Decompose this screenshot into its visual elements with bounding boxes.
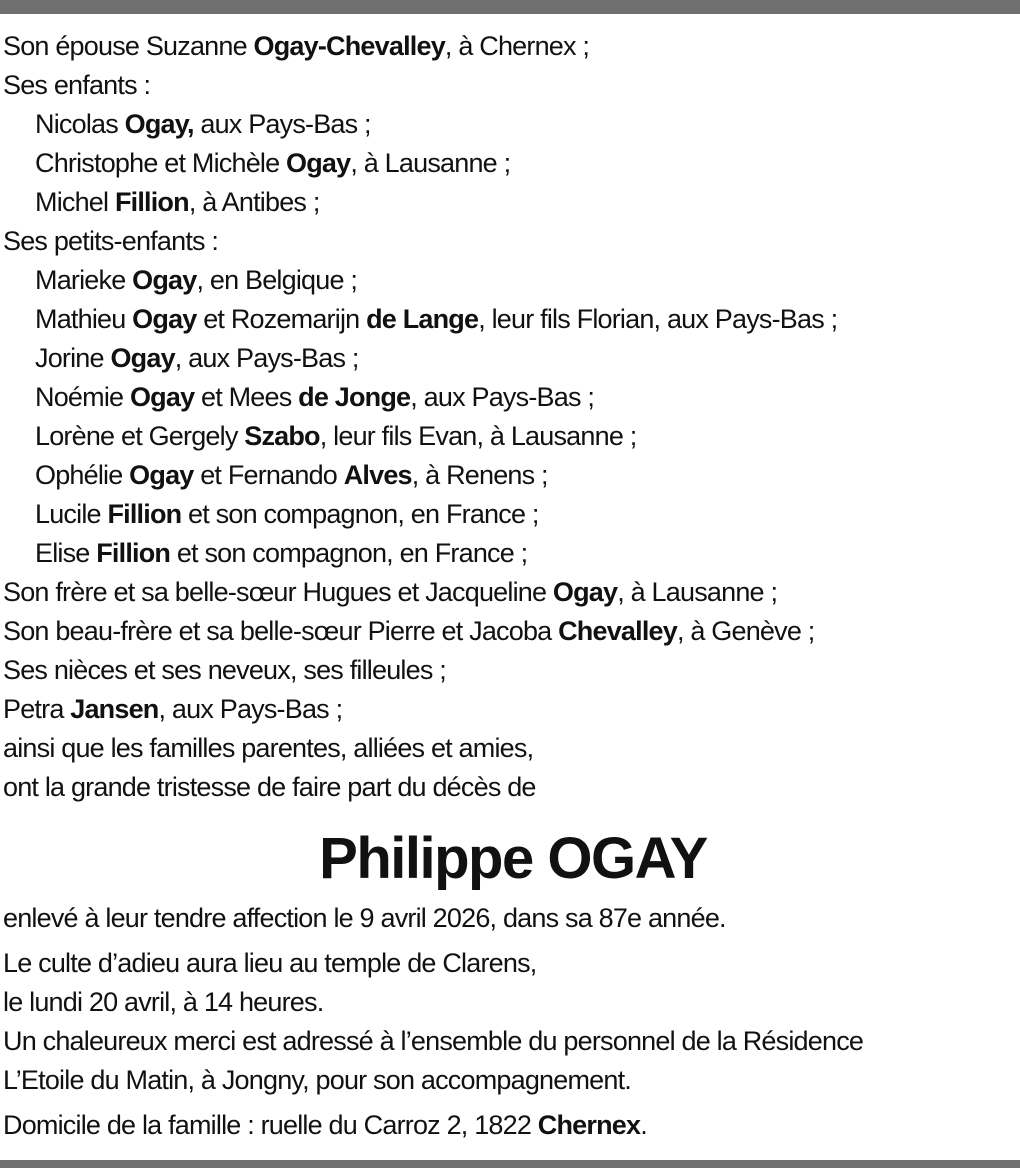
relative-line: [3, 27, 1015, 66]
domicile-line: [3, 1106, 1015, 1145]
relative-text: aux Pays-Bas ;: [193, 109, 371, 139]
deceased-name: Philippe OGAY: [319, 826, 707, 891]
relative-text: , en Belgique ;: [196, 265, 358, 295]
relative-line: [3, 768, 1015, 807]
relative-text: , aux Pays-Bas ;: [158, 694, 343, 724]
relative-text: Son épouse Suzanne: [3, 31, 254, 61]
relative-line: [3, 144, 1015, 183]
family-name: Chevalley: [558, 616, 677, 646]
relative-text: et son compagnon, en France ;: [170, 538, 528, 568]
relative-text: Ses nièces et ses neveux, ses filleules ;: [3, 655, 446, 685]
relative-line: [3, 729, 1015, 768]
relative-text: Son frère et sa belle-sœur Hugues et Jacqueline: [3, 577, 553, 607]
relative-text: , aux Pays-Bas ;: [410, 382, 595, 412]
service-line: le lundi 20 avril, à 14 heures.: [3, 987, 324, 1017]
relative-text: Jorine: [35, 343, 111, 373]
relative-line: [3, 261, 1015, 300]
family-name: Ogay-Chevalley: [253, 31, 445, 61]
family-name: Ogay: [132, 265, 197, 295]
relative-line: [3, 495, 1015, 534]
relative-text: ainsi que les familles parentes, alliées et amies,: [3, 733, 534, 763]
relative-text: , leur fils Evan, à Lausanne ;: [319, 421, 637, 451]
relative-line: [3, 534, 1015, 573]
relative-text: , à Genève ;: [676, 616, 815, 646]
top-rule: [0, 0, 1020, 14]
bottom-rule: [0, 1160, 1020, 1168]
family-name: Ogay: [129, 382, 195, 412]
relative-text: Lorène et Gergely: [35, 421, 245, 451]
obituary-notice: [3, 27, 1015, 1145]
relative-line: [3, 222, 1015, 261]
relative-line: [3, 183, 1015, 222]
family-name: Szabo: [244, 421, 320, 451]
relative-text: Mathieu: [35, 304, 133, 334]
relative-text: , aux Pays-Bas ;: [174, 343, 359, 373]
relative-text: Ses petits-enfants :: [3, 226, 219, 256]
relative-text: Ses enfants :: [3, 70, 151, 100]
relative-text: ont la grande tristesse de faire part du décès de: [3, 772, 536, 802]
relative-line: [3, 378, 1015, 417]
relative-text: , à Lausanne ;: [617, 577, 778, 607]
relative-text: et Fernando: [193, 460, 344, 490]
service-line: L’Etoile du Matin, à Jongny, pour son accompagnement.: [3, 1065, 632, 1095]
domicile-text: Domicile de la famille : ruelle du Carroz 2, 1822: [3, 1110, 538, 1140]
relative-line: [3, 105, 1015, 144]
relative-text: et Rozemarijn: [196, 304, 367, 334]
relative-text: et Mees: [194, 382, 299, 412]
relative-text: Marieke: [35, 265, 133, 295]
service-info: [3, 944, 1015, 1100]
relatives-list: [3, 27, 1015, 807]
service-line: Le culte d’adieu aura lieu au temple de Clarens,: [3, 948, 537, 978]
relative-text: , à Renens ;: [411, 460, 548, 490]
family-name: Fillion: [96, 538, 171, 568]
relative-line: [3, 690, 1015, 729]
relative-text: , leur fils Florian, aux Pays-Bas ;: [478, 304, 838, 334]
family-name: Ogay: [132, 304, 197, 334]
family-name: Ogay: [129, 460, 194, 490]
family-name: de Jonge: [298, 382, 411, 412]
family-name: Fillion: [114, 187, 189, 217]
domicile-town: Chernex: [537, 1110, 641, 1140]
relative-text: Nicolas: [35, 109, 125, 139]
relative-text: Christophe et Michèle: [35, 148, 287, 178]
family-name: Ogay: [286, 148, 351, 178]
family-name: Ogay: [552, 577, 618, 607]
relative-text: Son beau-frère et sa belle-sœur Pierre et Jacoba: [3, 616, 559, 646]
relative-text: , à Lausanne ;: [350, 148, 511, 178]
relative-text: Michel: [35, 187, 115, 217]
family-name: Ogay: [110, 343, 175, 373]
relative-text: Petra: [3, 694, 71, 724]
relative-text: Elise: [35, 538, 97, 568]
domicile-end: .: [640, 1110, 647, 1140]
family-name: Alves: [343, 460, 412, 490]
service-line: Un chaleureux merci est adressé à l’ensemble du personnel de la Résidence: [3, 1026, 864, 1056]
relative-line: [3, 651, 1015, 690]
relative-text: Noémie: [35, 382, 130, 412]
family-name: Jansen: [70, 694, 159, 724]
relative-line: [3, 417, 1015, 456]
relative-line: [3, 66, 1015, 105]
relative-text: , à Chernex ;: [444, 31, 590, 61]
family-name: de Lange: [366, 304, 479, 334]
relative-line: [3, 300, 1015, 339]
family-name: Fillion: [107, 499, 182, 529]
family-name: Ogay,: [124, 109, 194, 139]
death-line: enlevé à leur tendre affection le 9 avril 2026, dans sa 87e année.: [3, 903, 726, 933]
relative-line: [3, 339, 1015, 378]
relative-text: Ophélie: [35, 460, 130, 490]
relative-text: Lucile: [35, 499, 108, 529]
relative-text: , à Antibes ;: [188, 187, 320, 217]
relative-line: [3, 612, 1015, 651]
relative-line: [3, 573, 1015, 612]
relative-line: [3, 456, 1015, 495]
relative-text: et son compagnon, en France ;: [181, 499, 539, 529]
